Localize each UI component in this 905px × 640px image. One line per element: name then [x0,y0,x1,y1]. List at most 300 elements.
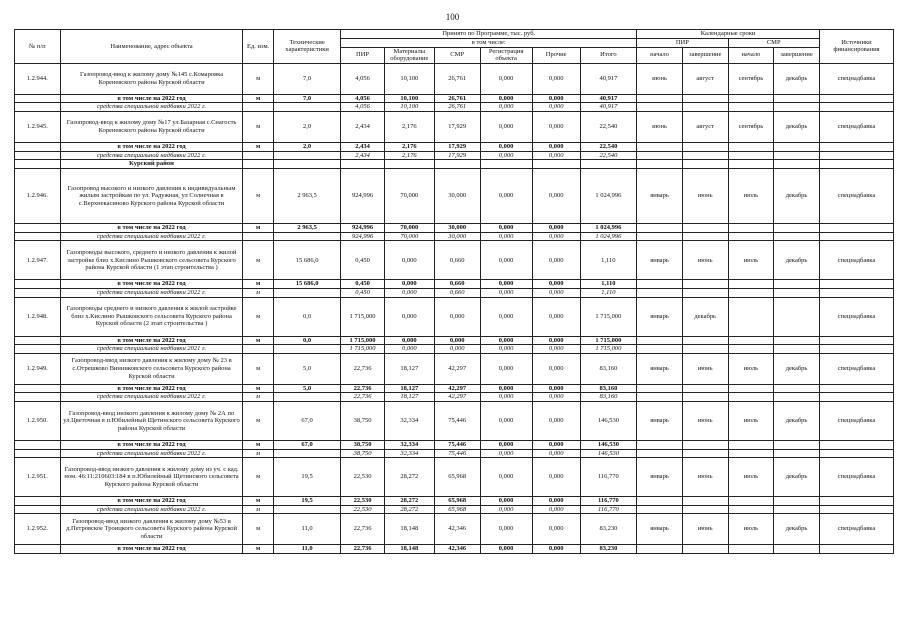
row-blank [774,384,820,393]
tech-cell [273,393,340,402]
value-reg: 0,000 [480,288,532,297]
row-blank [682,440,728,449]
row-number: 1.2.947. [15,241,61,280]
value-pir: 1 715,000 [341,336,385,345]
unit-cell: м [243,440,273,449]
value-total: 40,917 [580,103,637,112]
row-blank [15,224,61,233]
header-smr-start: начало [728,47,774,63]
row-blank [15,151,61,160]
row-blank [819,384,893,393]
value-other: 0,000 [532,169,580,224]
tech-cell [273,232,340,241]
unit-cell: м [243,449,273,458]
row-label: в том числе на 2022 год [60,545,243,554]
row-label: в том числе на 2022 год [60,336,243,345]
value-total: 83,160 [580,393,637,402]
row-label: в том числе на 2022 год [60,224,243,233]
value-pir: 38,750 [341,449,385,458]
value-pir: 0,450 [341,280,385,289]
value-pir: 2,434 [341,111,385,142]
table-header [15,30,894,64]
value-mat: 32,334 [384,440,434,449]
value-mat: 18,127 [384,384,434,393]
pir-start-cell: июнь [637,63,683,94]
tech-cell: 2 963,5 [273,169,340,224]
row-blank [728,224,774,233]
row-blank [637,232,683,241]
row-blank [774,440,820,449]
value-other: 0,000 [532,440,580,449]
value-mat: 0,000 [384,345,434,354]
subtotal-row [15,384,894,393]
unit-cell: м [243,63,273,94]
smr-end-cell: декабрь [774,169,820,224]
row-blank [774,545,820,554]
value-other: 0,000 [532,401,580,440]
value-other: 0,000 [532,449,580,458]
source-cell: спецнадбавка [819,111,893,142]
pir-end-cell: июнь [682,241,728,280]
row-number: 1.2.949. [15,353,61,384]
row-blank [774,224,820,233]
row-blank [637,224,683,233]
value-mat: 28,272 [384,505,434,514]
value-total: 1,110 [580,288,637,297]
row-blank [819,280,893,289]
value-pir: 22,736 [341,545,385,554]
value-reg: 0,000 [480,336,532,345]
subtotal-row [15,545,894,554]
row-blank [15,232,61,241]
row-blank [774,280,820,289]
row-blank [15,336,61,345]
section-blank [384,160,434,169]
tech-cell: 0,0 [273,336,340,345]
value-other: 0,000 [532,545,580,554]
value-pir: 4,056 [341,94,385,103]
value-reg: 0,000 [480,103,532,112]
row-label: средства специальной надбавки 2021 г. [60,345,243,354]
row-blank [637,497,683,506]
smr-end-cell: декабрь [774,458,820,497]
value-pir: 38,750 [341,440,385,449]
header-pir-start: начало [637,47,683,63]
row-blank [15,440,61,449]
source-cell: спецнадбавка [819,401,893,440]
row-blank [819,545,893,554]
unit-cell [243,345,273,354]
row-blank [15,449,61,458]
value-total: 83,160 [580,353,637,384]
smr-start-cell: сентябрь [728,111,774,142]
value-other: 0,000 [532,232,580,241]
section-row [15,160,894,169]
object-name: Газопровод высокого и низкого давления к индивидуальным жилым застройкам по ул. Радужная, ул Солнечная в с.Верхнекасиново Курского района Курской области [60,169,243,224]
value-total: 1 715,000 [580,297,637,336]
unit-cell: м [243,545,273,554]
value-total: 83,230 [580,545,637,554]
section-blank [774,160,820,169]
tech-cell: 19,5 [273,458,340,497]
value-total: 1 715,000 [580,336,637,345]
tech-cell: 67,0 [273,440,340,449]
value-reg: 0,000 [480,241,532,280]
value-reg: 0,000 [480,449,532,458]
special-fund-row [15,232,894,241]
value-total: 116,770 [580,458,637,497]
object-name: Газопровод-ввод к жилому дому №17 ул.Базарная с.Снагость Кореневского района Курской области [60,111,243,142]
unit-cell: м [243,94,273,103]
tech-cell [273,151,340,160]
subtotal-row [15,224,894,233]
smr-start-cell: июль [728,401,774,440]
row-number: 1.2.951. [15,458,61,497]
row-blank [819,505,893,514]
row-blank [682,288,728,297]
row-label: в том числе на 2022 год [60,440,243,449]
value-mat: 18,148 [384,514,434,545]
value-reg: 0,000 [480,94,532,103]
row-blank [15,345,61,354]
pir-end-cell: июнь [682,514,728,545]
value-reg: 0,000 [480,440,532,449]
source-cell: спецнадбавка [819,458,893,497]
value-reg: 0,000 [480,353,532,384]
unit-cell: м [243,401,273,440]
row-blank [637,94,683,103]
value-total: 146,530 [580,449,637,458]
row-blank [819,94,893,103]
source-cell: спецнадбавка [819,297,893,336]
row-blank [819,142,893,151]
value-other: 0,000 [532,94,580,103]
row-blank [15,142,61,151]
value-pir: 1 715,000 [341,345,385,354]
tech-cell: 5,0 [273,353,340,384]
tech-cell [273,505,340,514]
row-blank [728,545,774,554]
value-mat: 10,100 [384,63,434,94]
value-reg: 0,000 [480,505,532,514]
value-mat: 0,000 [384,288,434,297]
value-mat: 2,176 [384,142,434,151]
table-row [15,514,894,545]
value-total: 40,917 [580,63,637,94]
value-smr: 26,761 [434,63,480,94]
value-mat: 10,100 [384,94,434,103]
value-other: 0,000 [532,297,580,336]
row-blank [774,142,820,151]
header-total: Итого [580,47,637,63]
special-fund-row [15,288,894,297]
table-row [15,241,894,280]
row-blank [819,393,893,402]
row-blank [774,94,820,103]
row-blank [819,232,893,241]
value-total: 22,540 [580,111,637,142]
header-unit: Ед. изм. [243,30,273,64]
row-number: 1.2.944. [15,63,61,94]
value-mat: 0,000 [384,241,434,280]
header-sources: Источники финансирования [819,30,893,64]
row-blank [728,345,774,354]
value-pir: 22,530 [341,505,385,514]
smr-start-cell: июль [728,241,774,280]
value-pir: 2,434 [341,151,385,160]
unit-cell: м [243,224,273,233]
row-blank [637,545,683,554]
row-number: 1.2.948. [15,297,61,336]
pir-start-cell: январь [637,401,683,440]
header-calendar: Календарные сроки [637,30,820,39]
table-row [15,63,894,94]
row-blank [682,336,728,345]
tech-cell: 2,0 [273,111,340,142]
row-label: в том числе на 2022 год [60,384,243,393]
unit-cell: м [243,280,273,289]
value-smr: 30,000 [434,169,480,224]
unit-cell: м [243,297,273,336]
row-blank [819,497,893,506]
row-blank [819,151,893,160]
pir-start-cell: январь [637,353,683,384]
value-reg: 0,000 [480,63,532,94]
object-name: Газопровод-ввод низкого давления к жилому дому № 23 в с.Отрешково Винниковского сельсовета Курского района Курской области [60,353,243,384]
value-smr: 42,297 [434,384,480,393]
value-smr: 42,346 [434,545,480,554]
unit-cell [243,151,273,160]
row-number: 1.2.945. [15,111,61,142]
row-blank [774,505,820,514]
row-blank [774,103,820,112]
value-total: 1 024,996 [580,232,637,241]
row-blank [15,94,61,103]
object-name: Газопроводы среднего и низкого давления к жилой застройке близ х.Кислино Рышковского сельсовета Курского района Курской области (2 этап строительства ) [60,297,243,336]
subtotal-row [15,497,894,506]
value-reg: 0,000 [480,401,532,440]
value-total: 1 024,996 [580,169,637,224]
value-other: 0,000 [532,63,580,94]
row-blank [728,497,774,506]
header-materials: Материалы оборудование [384,47,434,63]
row-blank [682,449,728,458]
value-reg: 0,000 [480,151,532,160]
row-label: в том числе на 2022 год [60,142,243,151]
row-blank [637,288,683,297]
pir-end-cell: август [682,63,728,94]
row-blank [819,224,893,233]
row-blank [682,497,728,506]
header-name: Наименование, адрес объекта [60,30,243,64]
value-pir: 924,996 [341,232,385,241]
unit-cell: м [243,514,273,545]
unit-cell: м [243,111,273,142]
header-tech: Технические характеристики [273,30,340,64]
value-total: 83,160 [580,384,637,393]
special-fund-row [15,151,894,160]
row-blank [728,142,774,151]
value-reg: 0,000 [480,497,532,506]
unit-cell [243,103,273,112]
value-smr: 42,297 [434,353,480,384]
unit-cell: м [243,336,273,345]
pir-end-cell: июнь [682,353,728,384]
value-other: 0,000 [532,241,580,280]
value-reg: 0,000 [480,514,532,545]
value-mat: 70,000 [384,224,434,233]
source-cell: спецнадбавка [819,241,893,280]
header-pir: ПИР [341,47,385,63]
object-name: Газопровод-ввод низкого давления к жилому дому № 2А по ул.Цветочная в п.Юбилейный Щетинского сельсовета Курского района Курской области [60,401,243,440]
table-row [15,353,894,384]
value-mat: 28,272 [384,458,434,497]
value-other: 0,000 [532,280,580,289]
pir-end-cell: август [682,111,728,142]
unit-cell: м [243,241,273,280]
value-smr: 17,929 [434,142,480,151]
value-total: 40,917 [580,94,637,103]
value-smr: 0,660 [434,288,480,297]
value-other: 0,000 [532,345,580,354]
row-blank [637,345,683,354]
unit-cell: м [243,458,273,497]
smr-start-cell: сентябрь [728,63,774,94]
page-number: 100 [445,12,460,22]
value-other: 0,000 [532,458,580,497]
row-blank [728,103,774,112]
row-blank [728,94,774,103]
smr-end-cell: декабрь [774,353,820,384]
value-other: 0,000 [532,497,580,506]
table-row [15,458,894,497]
value-reg: 0,000 [480,393,532,402]
special-fund-row [15,345,894,354]
row-blank [774,288,820,297]
tech-cell: 7,0 [273,63,340,94]
row-blank [682,224,728,233]
special-fund-row [15,393,894,402]
section-blank [341,160,385,169]
value-reg: 0,000 [480,458,532,497]
row-label: средства специальной надбавки 2022 г. [60,288,243,297]
row-blank [637,103,683,112]
pir-start-cell: январь [637,169,683,224]
object-name: Газопроводы высокого, среднего и низкого давления к жилой застройке близ х.Кислино Рышковского сельсовета Курского района Курской области (1 этап строительства ) [60,241,243,280]
smr-end-cell: декабрь [774,111,820,142]
value-mat: 2,176 [384,111,434,142]
section-title: Курский район [60,160,243,169]
value-pir: 924,996 [341,169,385,224]
value-pir: 1 715,000 [341,297,385,336]
row-blank [819,345,893,354]
header-pir-end: завершение [682,47,728,63]
pir-start-cell: январь [637,241,683,280]
row-blank [637,151,683,160]
value-other: 0,000 [532,384,580,393]
table-row [15,111,894,142]
tech-cell: 67,0 [273,401,340,440]
smr-start-cell: июль [728,514,774,545]
row-blank [682,142,728,151]
tech-cell: 2 963,5 [273,224,340,233]
smr-end-cell: декабрь [774,401,820,440]
value-smr: 75,446 [434,449,480,458]
row-blank [728,449,774,458]
row-blank [682,280,728,289]
smr-end-cell: декабрь [774,514,820,545]
value-pir: 22,736 [341,384,385,393]
row-blank [774,345,820,354]
row-blank [682,94,728,103]
value-mat: 32,334 [384,401,434,440]
section-blank [682,160,728,169]
table-row [15,401,894,440]
row-blank [637,440,683,449]
tech-cell: 2,0 [273,142,340,151]
row-blank [774,449,820,458]
row-blank [637,142,683,151]
unit-cell: м [243,384,273,393]
row-label: средства специальной надбавки 2022 г. [60,393,243,402]
value-smr: 42,346 [434,514,480,545]
value-other: 0,000 [532,224,580,233]
row-blank [819,336,893,345]
smr-start-cell: июль [728,353,774,384]
row-blank [728,505,774,514]
table-row [15,297,894,336]
smr-end-cell: декабрь [774,63,820,94]
pir-end-cell: июнь [682,401,728,440]
row-label: средства специальной надбавки 2022 г. [60,232,243,241]
value-pir: 4,056 [341,63,385,94]
smr-end-cell [774,297,820,336]
value-total: 83,230 [580,514,637,545]
smr-start-cell: июль [728,458,774,497]
unit-cell: м [243,393,273,402]
pir-start-cell: январь [637,514,683,545]
tech-cell: 15 686,0 [273,241,340,280]
row-blank [728,232,774,241]
value-pir: 22,736 [341,353,385,384]
row-blank [774,232,820,241]
value-pir: 22,530 [341,497,385,506]
tech-cell [273,288,340,297]
value-pir: 2,434 [341,142,385,151]
value-mat: 28,272 [384,497,434,506]
value-other: 0,000 [532,142,580,151]
tech-cell: 11,0 [273,545,340,554]
row-blank [15,103,61,112]
row-blank [728,393,774,402]
smr-end-cell: декабрь [774,241,820,280]
value-total: 116,770 [580,505,637,514]
special-fund-row [15,449,894,458]
value-pir: 22,736 [341,514,385,545]
value-mat: 18,127 [384,353,434,384]
value-smr: 65,968 [434,497,480,506]
value-mat: 18,127 [384,393,434,402]
value-other: 0,000 [532,353,580,384]
row-number: 1.2.952. [15,514,61,545]
tech-cell [273,449,340,458]
unit-cell: м [243,505,273,514]
value-other: 0,000 [532,336,580,345]
section-blank [728,160,774,169]
value-other: 0,000 [532,505,580,514]
value-mat: 70,000 [384,169,434,224]
pir-end-cell: июнь [682,458,728,497]
